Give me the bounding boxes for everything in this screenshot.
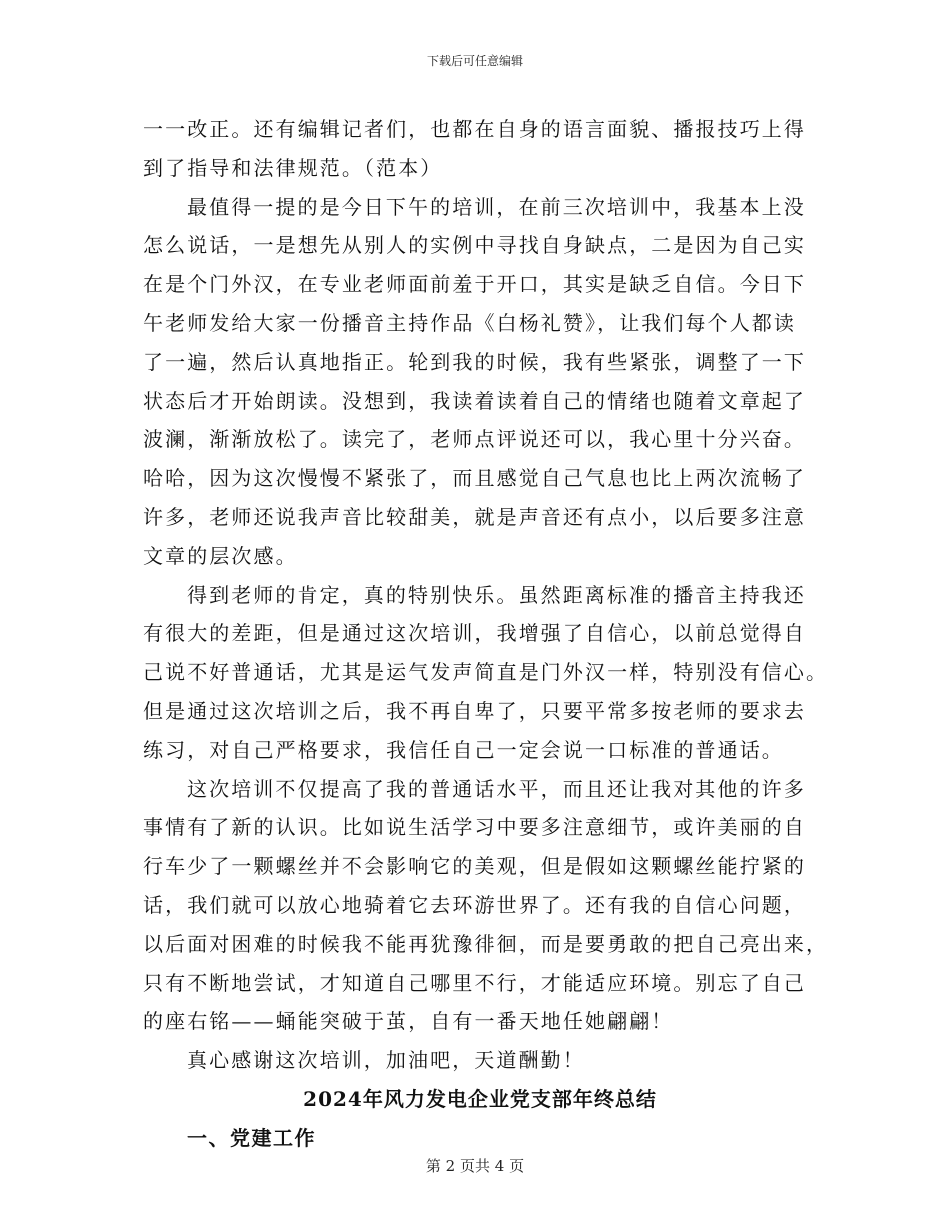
paragraph-line: 真心感谢这次培训，加油吧，天道酬勤！ [187, 1048, 585, 1073]
paragraph-line: 话，我们就可以放心地骑着它去环游世界了。还有我的自信心问题， [143, 892, 806, 917]
paragraph-line: 状态后才开始朗读。没想到，我读着读着自己的情绪也随着文章起了 [143, 388, 806, 413]
paragraph-line: 行车少了一颗螺丝并不会影响它的美观，但是假如这颗螺丝能拧紧的 [143, 854, 806, 879]
paragraph-line: 事情有了新的认识。比如说生活学习中要多注意细节，或许美丽的自 [143, 815, 806, 840]
paragraph-line: 以后面对困难的时候我不能再犹豫徘徊，而是要勇敢的把自己亮出来， [143, 931, 829, 956]
page-footer: 第 2 页共 4 页 [425, 1157, 525, 1175]
paragraph-line: 只有不断地尝试，才知道自己哪里不行，才能适应环境。别忘了自己 [143, 970, 806, 995]
section-heading: 一、党建工作 [187, 1125, 316, 1150]
paragraph-line: 哈哈，因为这次慢慢不紧张了，而且感觉自己气息也比上两次流畅了 [143, 466, 806, 491]
page-header: 下载后可任意编辑 [426, 54, 523, 68]
document-body [143, 110, 829, 1158]
paragraph-line: 这次培训不仅提高了我的普通话水平，而且还让我对其他的许多 [187, 776, 806, 801]
paragraph-line: 到了指导和法律规范。（范本） [143, 155, 443, 180]
paragraph-line: 得到老师的肯定，真的特别快乐。虽然距离标准的播音主持我还 [187, 582, 806, 607]
paragraph-line: 最值得一提的是今日下午的培训，在前三次培训中，我基本上没 [187, 194, 806, 219]
paragraph-line: 的座右铭——蛹能突破于茧，自有一番天地任她翩翩！ [143, 1009, 674, 1034]
paragraph-line: 己说不好普通话，尤其是运气发声简直是门外汉一样，特别没有信心。 [143, 660, 829, 685]
paragraph-line: 波澜，渐渐放松了。读完了，老师点评说还可以，我心里十分兴奋。 [143, 427, 806, 452]
paragraph-line: 但是通过这次培训之后，我不再自卑了，只要平常多按老师的要求去 [143, 698, 806, 723]
paragraph-line: 午老师发给大家一份播音主持作品《白杨礼赞》，让我们每个人都读 [143, 310, 796, 335]
paragraph-line: 了一遍，然后认真地指正。轮到我的时候，我有些紧张，调整了一下 [143, 349, 806, 374]
paragraph-line: 有很大的差距，但是通过这次培训，我增强了自信心，以前总觉得自 [143, 621, 806, 646]
paragraph-line: 练习，对自己严格要求，我信任自己一定会说一口标准的普通话。 [143, 737, 784, 762]
paragraph-line: 许多，老师还说我声音比较甜美，就是声音还有点小，以后要多注意 [143, 504, 806, 529]
section-title: 2024年风力发电企业党支部年终总结 [303, 1086, 657, 1111]
paragraph-line: 一一改正。还有编辑记者们，也都在自身的语言面貌、播报技巧上得 [143, 117, 806, 141]
paragraph-line: 文章的层次感。 [143, 543, 298, 568]
paragraph-line: 怎么说话，一是想先从别人的实例中寻找自身缺点，二是因为自己实 [143, 233, 806, 258]
paragraph-line: 在是个门外汉，在专业老师面前羞于开口，其实是缺乏自信。今日下 [143, 272, 806, 297]
